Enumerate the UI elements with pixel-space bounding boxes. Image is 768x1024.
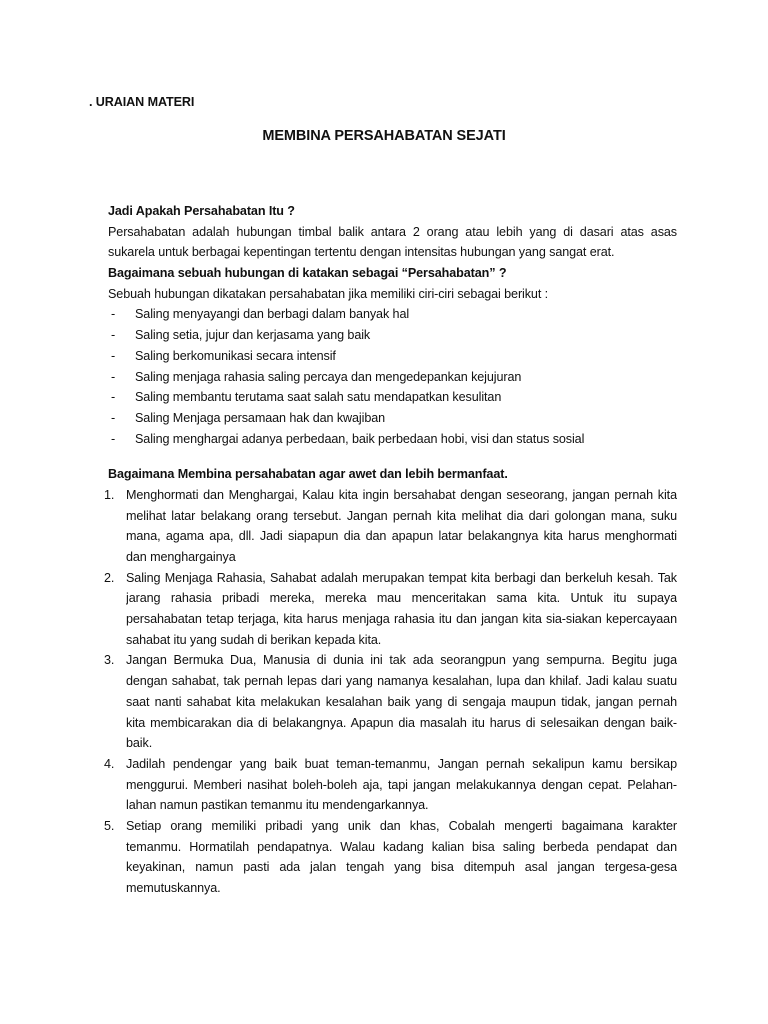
item-line: Jadilah pendengar yang baik buat teman-temanmu, Jangan pernah sekalipun kamu bersikap [126,756,677,771]
definition-line-1: Persahabatan adalah hubungan timbal balik antara 2 orang atau lebih yang di dasari atas asas [108,224,677,239]
item-line: dan menghargainya [126,550,236,564]
item-line: kita membicarakan dia di belakangnya. Apapun dia masalah itu harus di selesaikan dengan baik- [126,715,677,730]
item-line: menggurui. Memberi nasihat boleh-boleh aja, tapi jangan melakukannya dengan cepat. Pelahan- [126,777,677,792]
item-number: 1. [104,487,115,502]
criteria-intro: Sebuah hubungan dikatakan persahabatan jika memiliki ciri-ciri sebagai berikut : [108,286,549,301]
item-line: Jangan Bermuka Dua, Manusia di dunia ini tak ada seorangpun yang sempurna. Begitu juga [126,653,677,668]
numbered-item [104,568,677,651]
item-number: 3. [104,653,115,668]
question-heading-3: Bagaimana Membina persahabatan agar awet dan lebih bermanfaat. [108,467,508,482]
steps-list [104,485,677,899]
list-item: - Saling menyayangi dan berbagi dalam banyak hal [108,304,677,325]
definition-line-2: sukarela untuk berbagai kepentingan tertentu dengan intensitas hubungan yang sangat erat. [108,245,615,260]
numbered-item [104,485,677,568]
item-line: Menghormati dan Menghargai, Kalau kita ingin bersahabat dengan seseorang, jangan pernah kita [126,487,677,502]
item-line: Saling Menjaga Rahasia, Sahabat adalah merupakan tempat kita berbagi dan berkeluh kesah. Tak [126,570,677,585]
item-line: saat nanti sahabat kita melakukan kesalahan baik yang di sengaja maupun tidak, jangan pernah [126,694,677,709]
item-number: 4. [104,756,115,771]
bullet-marker: - [111,307,116,322]
numbered-item [104,650,677,753]
item-line: memutuskannya. [126,881,221,895]
item-line: dengan sahabat, tak pernah lepas dari yang namanya kesalahan, lupa dan khilaf. Jadi kalau suatu [126,674,677,689]
question-heading-1: Jadi Apakah Persahabatan Itu ? [108,204,295,218]
item-line: baik. [126,736,153,751]
bullet-marker: - [111,410,116,425]
item-number: 5. [104,818,115,833]
bullet-marker: - [111,390,116,405]
bullet-marker: - [111,328,116,343]
bullet-marker: - [111,369,116,384]
spacer [108,449,677,464]
list-item: - Saling setia, jujur dan kerjasama yang baik [108,325,677,346]
numbered-item [104,816,677,899]
item-line: lahan namun pastikan temanmu itu mendengarkannya. [126,798,429,813]
item-line: sahabat itu yang sudah di berikan kepada kita. [126,632,382,647]
list-item: - Saling menghargai adanya perbedaan, baik perbedaan hobi, visi dan status sosial [108,429,677,450]
list-item: - Saling membantu terutama saat salah satu mendapatkan kesulitan [108,387,677,408]
item-line: jarang rahasia pribadi mereka, mereka mau menceritakan sama kita. Untuk itu supaya [126,591,677,606]
section-label: . URAIAN MATERI [89,95,195,109]
list-item: - Saling Menjaga persamaan hak dan kwajiban [108,408,677,429]
list-item: - Saling menjaga rahasia saling percaya dan mengedepankan kejujuran [108,367,677,388]
item-line: persahabatan tetap terjaga, kita harus menjaga rahasia itu dan jangan kita sia-siakan kepercayaan [126,612,677,627]
item-line: temanmu. Hormatilah pendapatnya. Walau kadang kalian bisa saling berbeda pendapat dan [126,839,677,854]
item-line: Setiap orang memiliki pribadi yang unik dan khas, Cobalah mengerti bagaimana karakter [126,818,677,833]
criteria-list [108,304,677,449]
item-number: 2. [104,570,115,585]
document-body [104,201,677,899]
bullet-marker: - [111,348,116,363]
question-heading-2: Bagaimana sebuah hubungan di katakan sebagai “Persahabatan” ? [108,266,507,281]
numbered-item [104,754,677,816]
item-line: mana, agama apa, dll. Jadi siapapun dia dan apapun latar belakangnya kita harus menghormati [126,529,677,544]
bullet-marker: - [111,431,116,446]
item-line: keyakinan, namun pasti ada jalan tengah yang bisa ditempuh asal jangan tergesa-gesa [126,860,677,875]
item-line: melihat latar belakang orang tersebut. Jangan pernah kita melihat dia dari golongan mana, suku [126,508,677,523]
list-item: - Saling berkomunikasi secara intensif [108,346,677,367]
document-title: MEMBINA PERSAHABATAN SEJATI [262,128,506,144]
